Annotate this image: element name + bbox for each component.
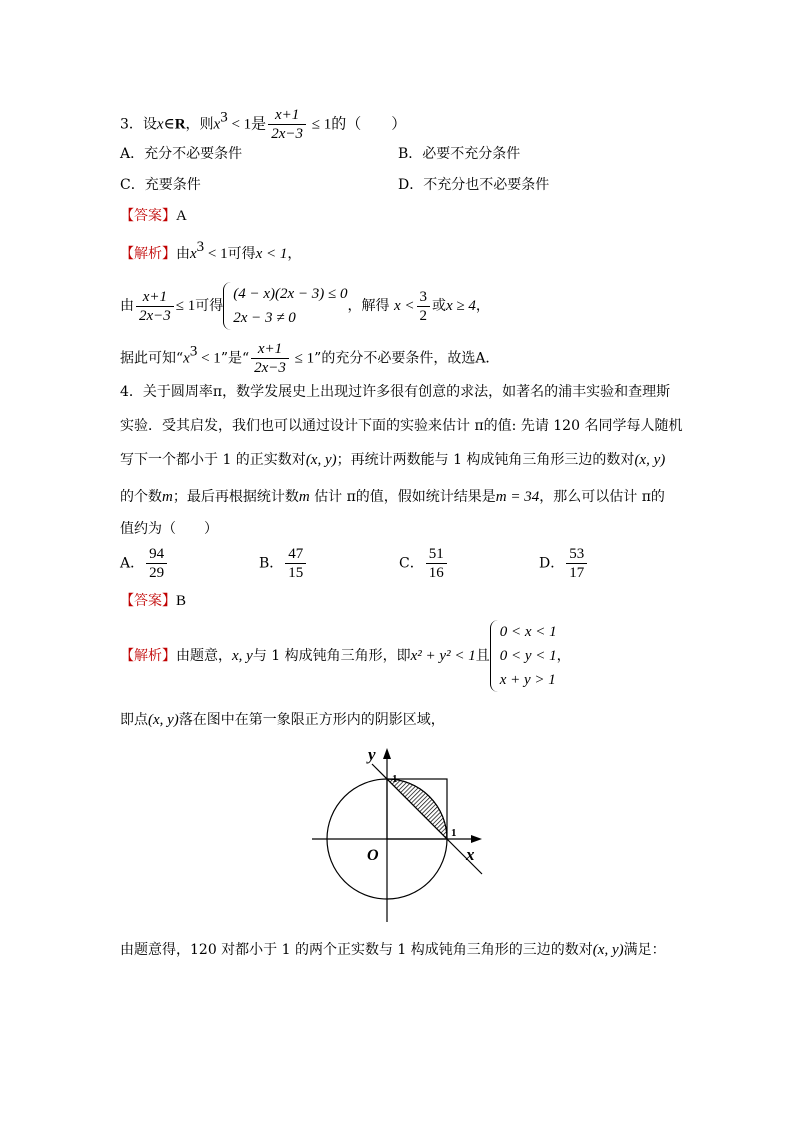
q4-stem-line4: 的个数m；最后再根据统计数m 估计 π的值，假如统计结果是m = 34，那么可以估计 π的 [120, 489, 665, 505]
q3-fraction: $\frac{x+1}{2x-3}$ [268, 106, 306, 143]
y-axis-label: y [368, 745, 376, 764]
q4-system: 0 < x < 1 0 < y < 1 x + y > 1 [490, 620, 557, 692]
q4-analysis-line2: 即点(x, y)落在图中在第一象限正方形内的阴影区域， [120, 712, 445, 728]
q4-option-a: A． $\frac{94}{29}$ [120, 545, 169, 582]
q4-analysis-line3: 由题意得，120 对都小于 1 的两个正实数与 1 构成钝角三角形的三边的数对(x, y)满足： [120, 942, 666, 958]
q3-analysis-line3: 据此可知“$x^3 < 1$”是“ $\frac{x+1}{2x-3}$ ≤ 1”的充分不必要条件，故选A． [120, 341, 500, 376]
q4-answer: 【答案】B [120, 593, 187, 609]
q3-stem: 3．设x∈R，则$x^3 < 1$是 $\frac{x+1}{2x-3}$ ≤ 1的（ ） [120, 107, 407, 142]
unit-circle-figure [300, 740, 500, 930]
tick-label-x-1: 1 [451, 827, 457, 839]
x-axis-arrow [471, 835, 482, 843]
answer-tag: 【答案】 [120, 593, 176, 609]
q3-answer: 【答案】A [120, 208, 187, 224]
y-axis-arrow [383, 748, 391, 759]
origin-label: O [367, 847, 379, 864]
q3-analysis-line2: 由 $\frac{x+1}{2x-3}$ ≤ 1可得 (4 − x)(2x − 3) ≤ 0 2x − 3 ≠ 0 ，解得 x < $\frac{3}{2}$ 或x ≥ 4， [120, 282, 490, 330]
q3-option-c: C．充要条件 [120, 177, 201, 193]
analysis-tag: 【解析】 [120, 648, 176, 664]
q3-option-a: A．充分不必要条件 [120, 146, 243, 162]
tick-label-y-1: 1 [392, 773, 398, 785]
q3-system: (4 − x)(2x − 3) ≤ 0 2x − 3 ≠ 0 [223, 282, 347, 330]
x-axis-label: x [466, 845, 475, 864]
q4-option-d: D． $\frac{53}{17}$ [539, 545, 589, 582]
q3-option-d: D．不充分也不必要条件 [398, 177, 550, 193]
analysis-tag: 【解析】 [120, 246, 176, 262]
q4-option-c: C． $\frac{51}{16}$ [399, 545, 449, 582]
q3-option-b: B．必要不充分条件 [398, 146, 521, 162]
q4-option-b: B． $\frac{47}{15}$ [259, 545, 308, 582]
q4-stem-line3: 写下一个都小于 1 的正实数对(x, y)；再统计两数能与 1 构成钝角三角形三边的数对(x, y) [120, 452, 666, 468]
q4-stem-line1: 4．关于圆周率π，数学发展史上出现过许多很有创意的求法，如著名的浦丰实验和查理斯 [120, 384, 671, 400]
q3-number: 3．设 [120, 116, 157, 133]
q4-stem-line2: 实验．受其启发，我们也可以通过设计下面的实验来估计 π的值: 先请 120 名同学每人随机 [120, 418, 683, 434]
q3-analysis-line1: 【解析】由$x^3 < 1$可得x < 1， [120, 239, 302, 262]
answer-tag: 【答案】 [120, 208, 176, 224]
q4-analysis-line1: 【解析】由题意，x, y与 1 构成钝角三角形，即x² + y² < 1且 0 < x < 1 0 < y < 1 x + y > 1 ， [120, 620, 571, 692]
q4-stem-line5: 值约为（ ） [120, 521, 218, 537]
